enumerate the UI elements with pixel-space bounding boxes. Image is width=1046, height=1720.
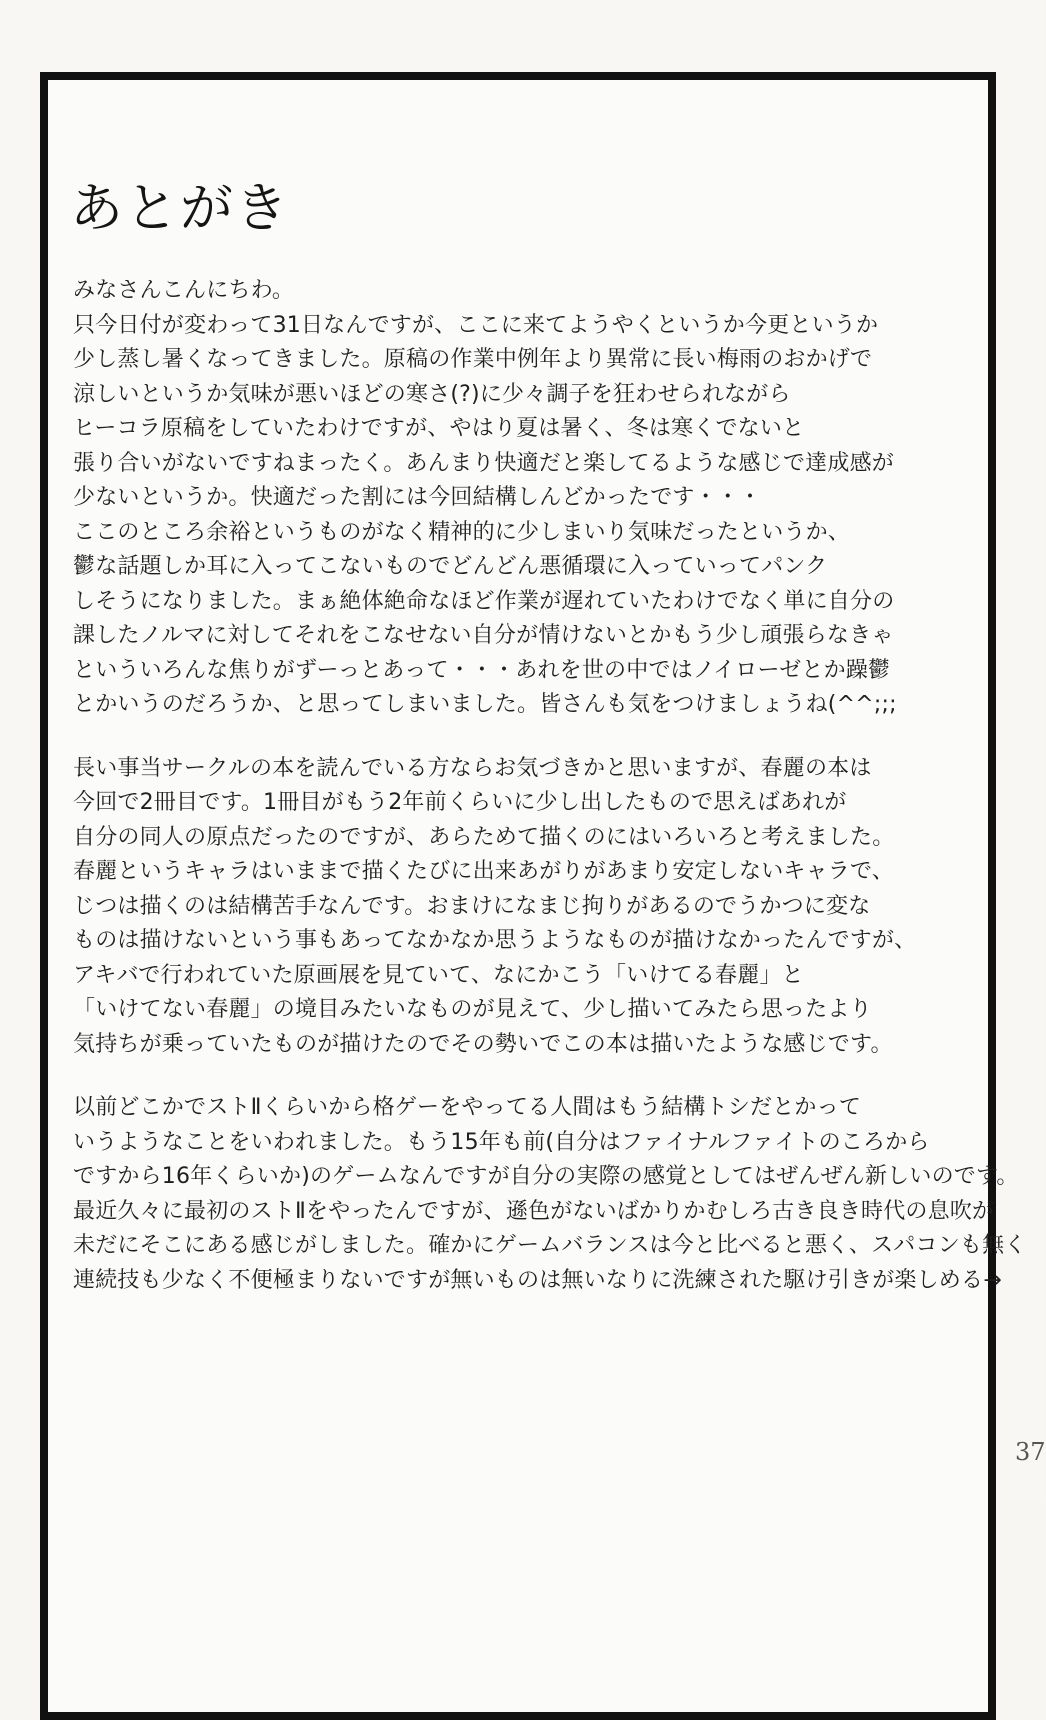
text-line: ですから16年くらいか)のゲームなんですが自分の実際の感覚としてはぜんぜん新しいのです。 — [73, 1164, 1019, 1189]
text-line: 連続技も少なく不便極まりないですが無いものは無いなりに洗練された駆け引きが楽しめる→ — [73, 1267, 1002, 1293]
text-line: 課したノルマに対してそれをこなせない自分が情けないとかもう少し頑張らなきゃ — [73, 623, 894, 648]
text-line: 張り合いがないですねまったく。あんまり快適だと楽してるような感じで達成感が — [73, 450, 894, 476]
text-line: とかいうのだろうか、と思ってしまいました。皆さんも気をつけましょうね(^^;;; — [73, 692, 897, 717]
text-line: 未だにそこにある感じがしました。確かにゲームバランスは今と比べると悪く、スパコンも無く — [73, 1233, 1027, 1258]
text-line: アキバで行われていた原画展を見ていて、なにかこう「いけてる春麗」と — [73, 962, 804, 988]
paragraph-spacer — [73, 723, 953, 752]
page-title: あとがき — [70, 178, 290, 239]
text-line: 春麗というキャラはいままで描くたびに出来あがりがあまり安定しないキャラで、 — [73, 859, 894, 884]
page-number: 37 — [1015, 1438, 1046, 1466]
text-line: じつは描くのは結構苦手なんです。おまけになまじ拘りがあるのでうかつに変な — [73, 893, 871, 919]
text-line: ものは描けないという事もあってなかなか思うようなものが描けなかったんですが、 — [73, 928, 917, 953]
text-line: 只今日付が変わって31日なんですが、ここに来てようやくというか今更というか — [73, 312, 879, 338]
text-line: 鬱な話題しか耳に入ってこないものでどんどん悪循環に入っていってパンク — [73, 554, 828, 579]
afterword-frame — [40, 72, 1027, 1720]
text-line: 「いけてない春麗」の境目みたいなものが見えて、少し描いてみたら思ったより — [73, 997, 872, 1022]
afterword-content — [70, 104, 1027, 1690]
text-line: 自分の同人の原点だったのですが、あらためて描くのにはいろいろと考えました。 — [73, 824, 895, 850]
text-line: 長い事当サークルの本を読んでいる方ならお気づきかと思いますが、春麗の本は — [73, 755, 872, 781]
text-line: 気持ちが乗っていたものが描けたのでその勢いでこの本は描いたような感じです。 — [73, 1031, 893, 1057]
paragraph-spacer — [73, 1062, 953, 1091]
text-line: 少ないというか。快適だった割には今回結構しんどかったです・・・ — [73, 485, 762, 510]
text-line: みなさんこんにちわ。 — [73, 278, 295, 303]
text-line: 今回で2冊目です。1冊目がもう2年前くらいに少し出したもので思えばあれが — [73, 790, 847, 815]
text-line: 涼しいというか気味が悪いほどの寒さ(?)に少々調子を狂わせられながら — [73, 381, 791, 407]
text-line: 以前どこかでストⅡくらいから格ゲーをやってる人間はもう結構トシだとかって — [73, 1095, 862, 1120]
text-line: 最近久々に最初のストⅡをやったんですが、遜色がないばかりかむしろ古き良き時代の息吹が — [73, 1198, 995, 1224]
text-line: といういろんな焦りがずーっとあって・・・あれを世の中ではノイローゼとか躁鬱 — [73, 657, 891, 683]
text-line: いうようなことをいわれました。もう15年も前(自分はファイナルファイトのころから — [73, 1129, 930, 1155]
text-line: 少し蒸し暑くなってきました。原稿の作業中例年より異常に長い梅雨のおかげで — [73, 347, 873, 372]
afterword-body — [73, 274, 1027, 1298]
text-line: ヒーコラ原稿をしていたわけですが、やはり夏は暑く、冬は寒くでないと — [73, 416, 805, 441]
text-line: ここのところ余裕というものがなく精神的に少しまいり気味だったというか、 — [73, 519, 851, 545]
text-line: しそうになりました。まぁ絶体絶命なほど作業が遅れていたわけでなく単に自分の — [73, 588, 895, 614]
